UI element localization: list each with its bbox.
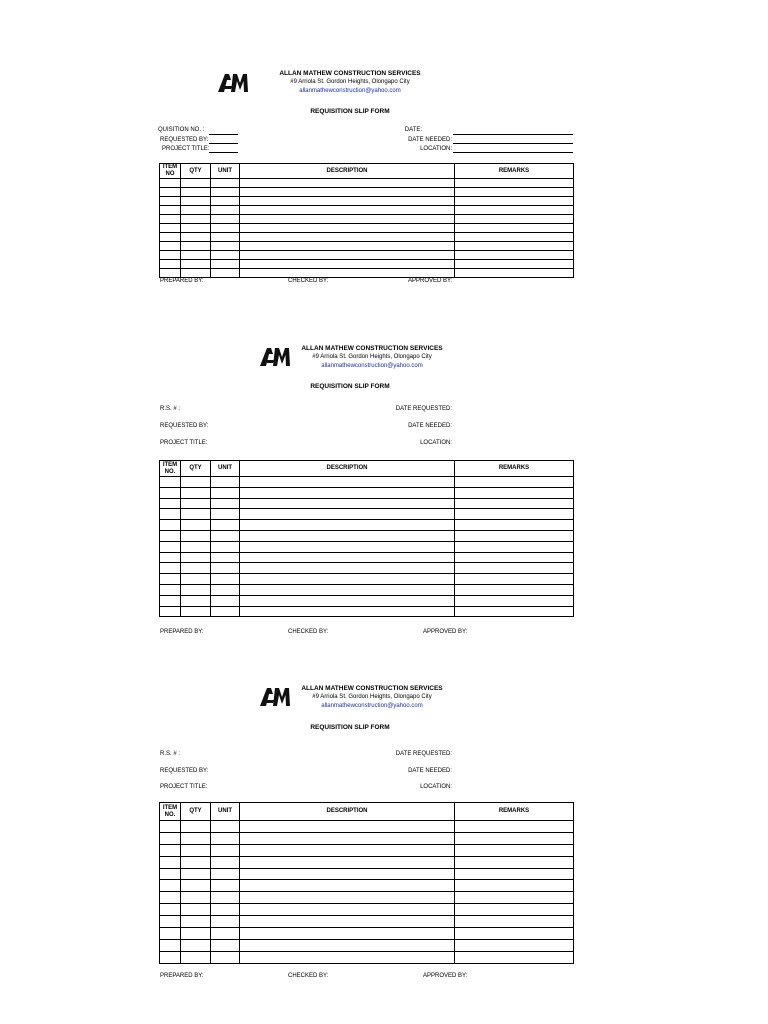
cell-description[interactable]: [240, 233, 455, 242]
cell-qty[interactable]: [181, 215, 211, 224]
cell-item-no[interactable]: [160, 188, 181, 197]
cell-qty[interactable]: [181, 892, 211, 904]
cell-unit[interactable]: [211, 242, 240, 251]
cell-unit[interactable]: [211, 179, 240, 188]
company-email: allanmathewconstruction@yahoo.com: [321, 703, 423, 709]
cell-qty[interactable]: [181, 188, 211, 197]
cell-qty[interactable]: [181, 541, 211, 552]
cell-remarks[interactable]: [455, 487, 574, 498]
col-header-unit: UNIT: [211, 461, 240, 477]
col-header-qty: QTY: [181, 803, 211, 821]
cell-item-no[interactable]: [160, 563, 181, 574]
company-header: [282, 344, 462, 371]
date-needed-label: DATE NEEDED:: [408, 137, 452, 143]
col-header-remarks: REMARKS: [455, 803, 574, 821]
cell-description[interactable]: [240, 242, 455, 251]
cell-unit[interactable]: [211, 574, 240, 585]
cell-unit[interactable]: [211, 477, 240, 488]
cell-unit[interactable]: [211, 880, 240, 892]
cell-description[interactable]: [240, 224, 455, 233]
col-header-remarks: REMARKS: [455, 461, 574, 477]
cell-remarks[interactable]: [455, 939, 574, 951]
cell-qty[interactable]: [181, 844, 211, 856]
cell-unit[interactable]: [211, 904, 240, 916]
cell-item-no[interactable]: [160, 487, 181, 498]
requisition-no-field[interactable]: [209, 134, 238, 135]
cell-unit[interactable]: [211, 251, 240, 260]
cell-description[interactable]: [240, 179, 455, 188]
cell-qty[interactable]: [181, 928, 211, 940]
cell-description[interactable]: [240, 880, 455, 892]
cell-unit[interactable]: [211, 269, 240, 278]
cell-unit[interactable]: [211, 260, 240, 269]
cell-remarks[interactable]: [455, 844, 574, 856]
date-requested-label: DATE REQUESTED:: [395, 751, 452, 757]
cell-item-no[interactable]: [160, 215, 181, 224]
items-table: [159, 460, 574, 617]
table-row: [160, 856, 574, 868]
cell-item-no[interactable]: [160, 541, 181, 552]
cell-item-no[interactable]: [160, 892, 181, 904]
cell-remarks[interactable]: [455, 509, 574, 520]
cell-remarks[interactable]: [455, 832, 574, 844]
cell-qty[interactable]: [181, 197, 211, 206]
cell-description[interactable]: [240, 487, 455, 498]
cell-unit[interactable]: [211, 552, 240, 563]
approved-by-label: APPROVED BY:: [423, 629, 468, 635]
table-row: [160, 880, 574, 892]
table-row: [160, 242, 574, 251]
cell-remarks[interactable]: [455, 206, 574, 215]
cell-item-no[interactable]: [160, 179, 181, 188]
table-row: [160, 832, 574, 844]
cell-item-no[interactable]: [160, 206, 181, 215]
cell-qty[interactable]: [181, 574, 211, 585]
table-row: [160, 530, 574, 541]
table-row: [160, 595, 574, 606]
cell-description[interactable]: [240, 563, 455, 574]
cell-qty[interactable]: [181, 242, 211, 251]
cell-qty[interactable]: [181, 233, 211, 242]
cell-unit[interactable]: [211, 215, 240, 224]
requisition-no-label: QUISITION NO. :: [158, 127, 205, 133]
cell-item-no[interactable]: [160, 242, 181, 251]
cell-item-no[interactable]: [160, 251, 181, 260]
col-header-description: DESCRIPTION: [240, 164, 455, 179]
cell-remarks[interactable]: [455, 892, 574, 904]
cell-description[interactable]: [240, 541, 455, 552]
cell-remarks[interactable]: [455, 928, 574, 940]
cell-qty[interactable]: [181, 530, 211, 541]
project-title-label: PROJECT TITLE:: [160, 784, 208, 790]
cell-unit[interactable]: [211, 928, 240, 940]
table-row: [160, 509, 574, 520]
cell-unit[interactable]: [211, 606, 240, 617]
prepared-by-label: PREPARED BY:: [160, 973, 204, 979]
cell-unit[interactable]: [211, 844, 240, 856]
location-label: LOCATION:: [420, 146, 452, 152]
cell-unit[interactable]: [211, 595, 240, 606]
date-field[interactable]: [453, 134, 573, 135]
cell-unit[interactable]: [211, 224, 240, 233]
checked-by-label: CHECKED BY:: [288, 973, 329, 979]
cell-unit[interactable]: [211, 520, 240, 531]
cell-qty[interactable]: [181, 595, 211, 606]
date-label: DATE:: [404, 127, 422, 133]
cell-item-no[interactable]: [160, 224, 181, 233]
cell-qty[interactable]: [181, 206, 211, 215]
cell-description[interactable]: [240, 197, 455, 206]
cell-qty[interactable]: [181, 487, 211, 498]
cell-item-no[interactable]: [160, 844, 181, 856]
cell-description[interactable]: [240, 844, 455, 856]
cell-qty[interactable]: [181, 251, 211, 260]
table-row: [160, 928, 574, 940]
cell-description[interactable]: [240, 206, 455, 215]
cell-item-no[interactable]: [160, 916, 181, 928]
cell-item-no[interactable]: [160, 821, 181, 833]
location-label: LOCATION:: [420, 440, 452, 446]
cell-remarks[interactable]: [455, 215, 574, 224]
cell-description[interactable]: [240, 477, 455, 488]
project-title-label: PROJECT TITLE:: [160, 440, 208, 446]
requested-by-label: REQUESTED BY:: [160, 423, 209, 429]
cell-description[interactable]: [240, 584, 455, 595]
company-email: allanmathewconstruction@yahoo.com: [321, 363, 423, 369]
cell-qty[interactable]: [181, 260, 211, 269]
checked-by-label: CHECKED BY:: [288, 629, 329, 635]
table-row: [160, 606, 574, 617]
cell-remarks[interactable]: [455, 520, 574, 531]
cell-description[interactable]: [240, 498, 455, 509]
cell-description[interactable]: [240, 552, 455, 563]
cell-unit[interactable]: [211, 939, 240, 951]
col-header-item-no: ITEM NO: [160, 164, 181, 179]
cell-remarks[interactable]: [455, 916, 574, 928]
approved-by-label: APPROVED BY:: [423, 973, 468, 979]
cell-item-no[interactable]: [160, 498, 181, 509]
cell-item-no[interactable]: [160, 269, 181, 278]
col-header-qty: QTY: [181, 164, 211, 179]
cell-unit[interactable]: [211, 206, 240, 215]
cell-unit[interactable]: [211, 584, 240, 595]
form-title: REQUISITION SLIP FORM: [310, 108, 390, 115]
cell-remarks[interactable]: [455, 880, 574, 892]
table-row: [160, 892, 574, 904]
cell-description[interactable]: [240, 530, 455, 541]
cell-remarks[interactable]: [455, 251, 574, 260]
prepared-by-label: PREPARED BY:: [160, 629, 204, 635]
cell-description[interactable]: [240, 215, 455, 224]
cell-remarks[interactable]: [455, 606, 574, 617]
cell-unit[interactable]: [211, 563, 240, 574]
form-title: REQUISITION SLIP FORM: [310, 724, 390, 731]
date-needed-label: DATE NEEDED:: [408, 768, 452, 774]
cell-item-no[interactable]: [160, 584, 181, 595]
cell-description[interactable]: [240, 269, 455, 278]
table-row: [160, 188, 574, 197]
cell-item-no[interactable]: [160, 233, 181, 242]
cell-item-no[interactable]: [160, 856, 181, 868]
cell-item-no[interactable]: [160, 477, 181, 488]
table-row: [160, 916, 574, 928]
table-row: [160, 552, 574, 563]
cell-unit[interactable]: [211, 868, 240, 880]
cell-item-no[interactable]: [160, 939, 181, 951]
table-row: [160, 206, 574, 215]
cell-remarks[interactable]: [455, 856, 574, 868]
cell-description[interactable]: [240, 939, 455, 951]
company-name: ALLAN MATHEW CONSTRUCTION SERVICES: [301, 685, 443, 692]
table-row: [160, 868, 574, 880]
cell-item-no[interactable]: [160, 880, 181, 892]
company-logo: [218, 72, 250, 94]
cell-remarks[interactable]: [455, 477, 574, 488]
cell-description[interactable]: [240, 904, 455, 916]
table-row: [160, 197, 574, 206]
cell-item-no[interactable]: [160, 520, 181, 531]
cell-description[interactable]: [240, 951, 455, 963]
col-header-item-no: ITEM NO.: [160, 461, 181, 477]
cell-unit[interactable]: [211, 530, 240, 541]
cell-remarks[interactable]: [455, 904, 574, 916]
rs-number-label: R.S. # :: [160, 751, 181, 757]
cell-item-no[interactable]: [160, 552, 181, 563]
company-email: allanmathewconstruction@yahoo.com: [299, 88, 401, 94]
table-row: [160, 939, 574, 951]
cell-remarks[interactable]: [455, 179, 574, 188]
cell-description[interactable]: [240, 892, 455, 904]
project-title-field[interactable]: [209, 152, 238, 153]
col-header-remarks: REMARKS: [455, 164, 574, 179]
cell-unit[interactable]: [211, 498, 240, 509]
company-address: #9 Arriola St. Gordon Heights, Olongapo City: [312, 694, 432, 700]
cell-remarks[interactable]: [455, 530, 574, 541]
cell-qty[interactable]: [181, 498, 211, 509]
cell-unit[interactable]: [211, 916, 240, 928]
company-name: ALLAN MATHEW CONSTRUCTION SERVICES: [301, 345, 443, 352]
cell-item-no[interactable]: [160, 606, 181, 617]
company-address: #9 Arriola St. Gordon Heights, Olongapo City: [312, 354, 432, 360]
cell-qty[interactable]: [181, 552, 211, 563]
rs-number-label: R.S. # :: [160, 406, 181, 412]
table-row: [160, 574, 574, 585]
cell-description[interactable]: [240, 856, 455, 868]
cell-unit[interactable]: [211, 487, 240, 498]
cell-remarks[interactable]: [455, 821, 574, 833]
requested-by-label: REQUESTED BY:: [160, 137, 209, 143]
table-row: [160, 563, 574, 574]
cell-qty[interactable]: [181, 951, 211, 963]
cell-item-no[interactable]: [160, 595, 181, 606]
cell-description[interactable]: [240, 188, 455, 197]
col-header-unit: UNIT: [211, 803, 240, 821]
cell-qty[interactable]: [181, 832, 211, 844]
cell-remarks[interactable]: [455, 563, 574, 574]
cell-qty[interactable]: [181, 606, 211, 617]
cell-description[interactable]: [240, 868, 455, 880]
cell-remarks[interactable]: [455, 188, 574, 197]
cell-unit[interactable]: [211, 856, 240, 868]
cell-description[interactable]: [240, 574, 455, 585]
table-row: [160, 215, 574, 224]
company-header: [282, 684, 462, 711]
cell-description[interactable]: [240, 606, 455, 617]
table-row: [160, 904, 574, 916]
cell-qty[interactable]: [181, 477, 211, 488]
cell-qty[interactable]: [181, 904, 211, 916]
cell-qty[interactable]: [181, 856, 211, 868]
cell-description[interactable]: [240, 832, 455, 844]
cell-item-no[interactable]: [160, 260, 181, 269]
company-address: #9 Arriola St. Gordon Heights, Olongapo City: [290, 79, 410, 85]
prepared-by-label: PREPARED BY:: [160, 278, 204, 284]
cell-remarks[interactable]: [455, 233, 574, 242]
company-name: ALLAN MATHEW CONSTRUCTION SERVICES: [279, 70, 421, 77]
cell-remarks[interactable]: [455, 552, 574, 563]
cell-qty[interactable]: [181, 179, 211, 188]
cell-description[interactable]: [240, 509, 455, 520]
cell-item-no[interactable]: [160, 928, 181, 940]
table-row: [160, 821, 574, 833]
cell-qty[interactable]: [181, 520, 211, 531]
cell-description[interactable]: [240, 520, 455, 531]
col-header-qty: QTY: [181, 461, 211, 477]
requested-by-label: REQUESTED BY:: [160, 768, 209, 774]
cell-qty[interactable]: [181, 868, 211, 880]
cell-description[interactable]: [240, 251, 455, 260]
cell-unit[interactable]: [211, 821, 240, 833]
location-field[interactable]: [453, 152, 573, 153]
col-header-item-no: ITEM NO.: [160, 803, 181, 821]
cell-qty[interactable]: [181, 916, 211, 928]
table-row: [160, 584, 574, 595]
cell-unit[interactable]: [211, 197, 240, 206]
col-header-description: DESCRIPTION: [240, 803, 455, 821]
company-header: [260, 69, 440, 96]
cell-qty[interactable]: [181, 939, 211, 951]
cell-remarks[interactable]: [455, 595, 574, 606]
cell-unit[interactable]: [211, 233, 240, 242]
table-row: [160, 269, 574, 278]
cell-qty[interactable]: [181, 563, 211, 574]
col-header-unit: UNIT: [211, 164, 240, 179]
col-header-description: DESCRIPTION: [240, 461, 455, 477]
cell-remarks[interactable]: [455, 498, 574, 509]
cell-item-no[interactable]: [160, 530, 181, 541]
date-needed-field[interactable]: [453, 143, 573, 144]
cell-description[interactable]: [240, 928, 455, 940]
table-row: [160, 233, 574, 242]
location-label: LOCATION:: [420, 784, 452, 790]
cell-unit[interactable]: [211, 509, 240, 520]
table-row: [160, 477, 574, 488]
cell-unit[interactable]: [211, 892, 240, 904]
cell-qty[interactable]: [181, 224, 211, 233]
cell-remarks[interactable]: [455, 951, 574, 963]
cell-unit[interactable]: [211, 188, 240, 197]
cell-remarks[interactable]: [455, 260, 574, 269]
table-row: [160, 260, 574, 269]
cell-unit[interactable]: [211, 832, 240, 844]
cell-qty[interactable]: [181, 509, 211, 520]
cell-remarks[interactable]: [455, 584, 574, 595]
items-table: [159, 802, 574, 964]
table-row: [160, 844, 574, 856]
cell-item-no[interactable]: [160, 574, 181, 585]
form-title: REQUISITION SLIP FORM: [310, 383, 390, 390]
cell-qty[interactable]: [181, 821, 211, 833]
requested-by-field[interactable]: [209, 143, 238, 144]
cell-remarks[interactable]: [455, 197, 574, 206]
cell-unit[interactable]: [211, 951, 240, 963]
table-row: [160, 498, 574, 509]
cell-item-no[interactable]: [160, 832, 181, 844]
cell-remarks[interactable]: [455, 868, 574, 880]
cell-description[interactable]: [240, 821, 455, 833]
table-row: [160, 951, 574, 963]
table-row: [160, 224, 574, 233]
table-row: [160, 487, 574, 498]
approved-by-label: APPROVED BY:: [408, 278, 453, 284]
checked-by-label: CHECKED BY:: [288, 278, 329, 284]
cell-item-no[interactable]: [160, 509, 181, 520]
cell-remarks[interactable]: [455, 224, 574, 233]
table-row: [160, 541, 574, 552]
cell-qty[interactable]: [181, 880, 211, 892]
cell-unit[interactable]: [211, 541, 240, 552]
cell-remarks[interactable]: [455, 541, 574, 552]
cell-item-no[interactable]: [160, 951, 181, 963]
items-table: [159, 163, 574, 278]
table-row: [160, 520, 574, 531]
cell-description[interactable]: [240, 260, 455, 269]
cell-description[interactable]: [240, 595, 455, 606]
date-needed-label: DATE NEEDED:: [408, 423, 452, 429]
cell-remarks[interactable]: [455, 574, 574, 585]
table-row: [160, 251, 574, 260]
cell-qty[interactable]: [181, 269, 211, 278]
cell-qty[interactable]: [181, 584, 211, 595]
cell-remarks[interactable]: [455, 269, 574, 278]
cell-item-no[interactable]: [160, 868, 181, 880]
cell-remarks[interactable]: [455, 242, 574, 251]
date-requested-label: DATE REQUESTED:: [395, 406, 452, 412]
table-row: [160, 179, 574, 188]
cell-description[interactable]: [240, 916, 455, 928]
cell-item-no[interactable]: [160, 197, 181, 206]
project-title-label: PROJECT TITLE:: [162, 146, 210, 152]
cell-item-no[interactable]: [160, 904, 181, 916]
